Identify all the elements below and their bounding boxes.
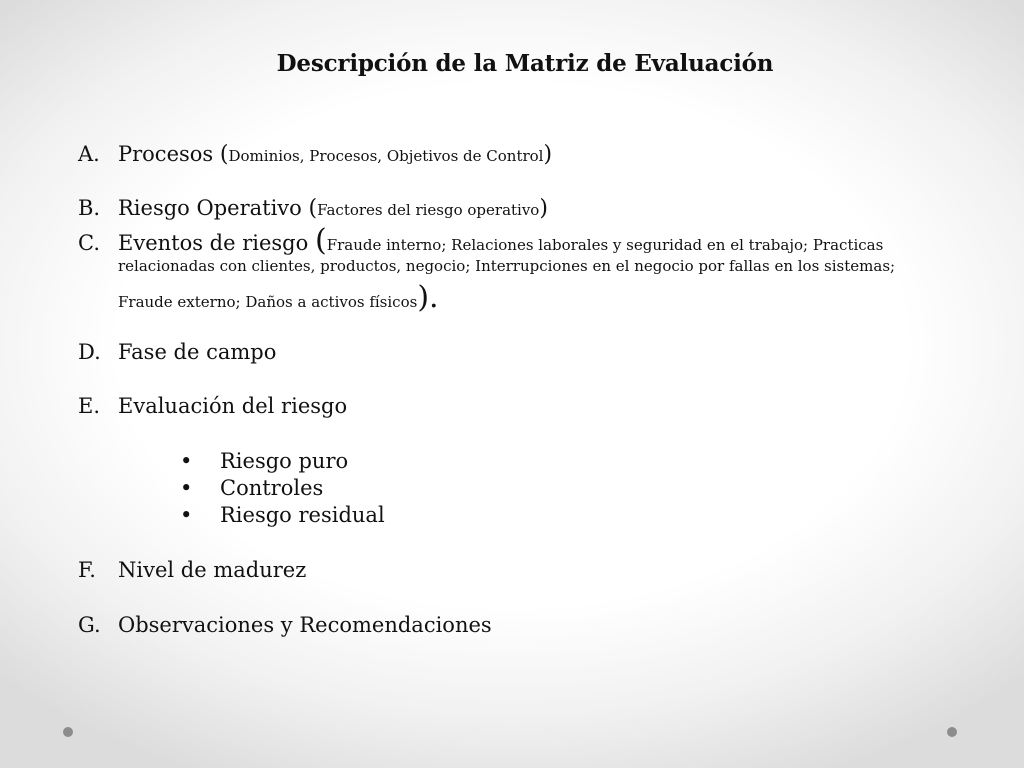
item-letter: F. <box>78 558 96 582</box>
bullet-label: Controles <box>220 476 324 500</box>
item-letter: C. <box>78 231 100 255</box>
bullet-symbol: • <box>180 476 193 500</box>
list-item-a <box>78 141 978 169</box>
list-item-c <box>78 223 978 258</box>
decorative-dot-right <box>947 727 957 737</box>
item-detail: Factores del riesgo operativo <box>317 201 540 219</box>
item-label: Observaciones y Recomendaciones <box>118 613 492 637</box>
item-label: Eventos de riesgo <box>118 231 309 255</box>
bullet-item <box>180 475 323 501</box>
item-detail-line2: relacionadas con clientes, productos, negocio; Interrupciones en el negocio por fallas en los sistemas; <box>118 257 896 275</box>
item-label: Evaluación del riesgo <box>118 394 348 418</box>
item-detail-line3: Fraude externo; Daños a activos físicos <box>118 293 418 311</box>
item-detail-line1: Fraude interno; Relaciones laborales y seguridad en el trabajo; Practicas <box>326 236 884 254</box>
item-detail-line3-wrap <box>118 280 439 315</box>
bullet-label: Riesgo residual <box>220 503 385 527</box>
item-detail: Dominios, Procesos, Objetivos de Control <box>228 147 544 165</box>
item-label: Fase de campo <box>118 340 277 364</box>
item-letter: G. <box>78 613 101 637</box>
close-paren-period: ). <box>417 280 439 315</box>
slide-title: Descripción de la Matriz de Evaluación <box>276 50 774 77</box>
bullet-symbol: • <box>180 503 193 527</box>
bullet-item <box>180 448 348 474</box>
list-item-b <box>78 195 978 223</box>
item-letter: D. <box>78 340 101 364</box>
decorative-dot-left <box>63 727 73 737</box>
item-letter: B. <box>78 196 101 220</box>
bullet-symbol: • <box>180 449 193 473</box>
bullet-item <box>180 502 385 528</box>
open-paren: ( <box>308 196 318 221</box>
item-label: Procesos <box>118 142 214 166</box>
item-letter: A. <box>78 142 100 166</box>
close-paren: ) <box>543 142 553 167</box>
item-letter: E. <box>78 394 101 418</box>
open-paren: ( <box>219 142 229 167</box>
list-item-f <box>78 557 978 583</box>
item-label: Riesgo Operativo <box>118 196 302 220</box>
list-item-g <box>78 612 978 638</box>
list-item-e <box>78 393 978 419</box>
bullet-label: Riesgo puro <box>220 449 349 473</box>
list-item-d <box>78 339 978 365</box>
item-label: Nivel de madurez <box>118 558 307 582</box>
open-paren: ( <box>314 223 327 258</box>
close-paren: ) <box>539 196 548 221</box>
